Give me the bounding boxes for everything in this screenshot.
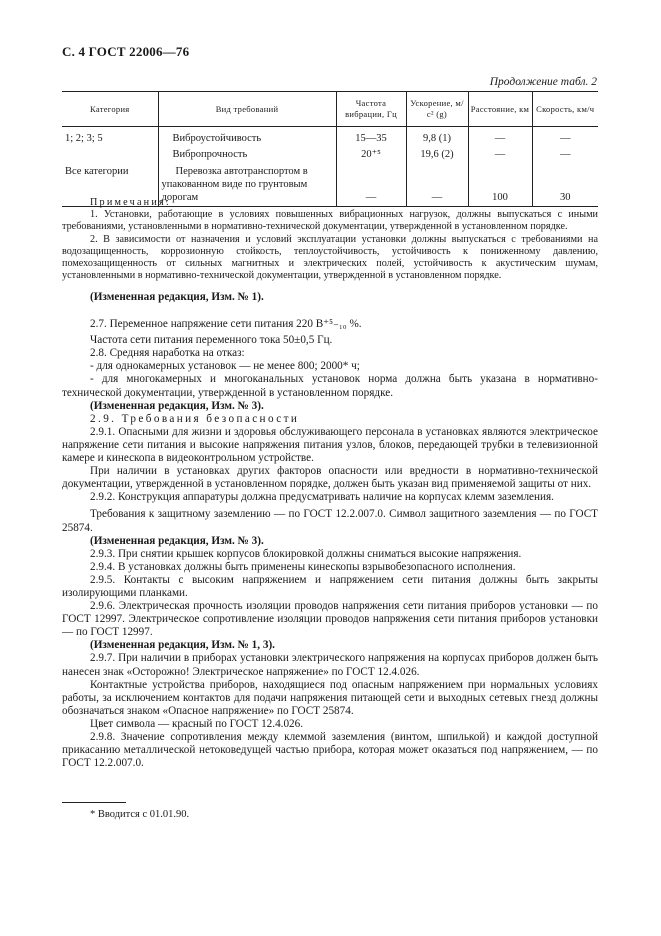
note-item: 2. В зависимости от назначения и условий эксплуатации установки должны выпускаться с требованиями на водозащищенность, коррозионную стойкость, теплоустойчивость, устойчивость к пониженному давлению, помехозащищенность от сильных магнитных и электрических полей, устойчивость к акустическим шумам, установленными в нормативно-технической документации, утвержденной в установленном порядке. <box>62 233 598 282</box>
table-cell: 100 <box>468 162 532 207</box>
table-header-row <box>62 92 598 127</box>
note-item: 1. Установки, работающие в условиях повышенных вибрационных нагрузок, должны выпускаться с иными требованиями, установленными в нормативно-технической документации, утвержденной в установленном порядке. <box>62 209 598 233</box>
table-cell: 15—35 <box>336 127 406 146</box>
table-cell: 20⁺⁵ <box>336 145 406 162</box>
table-cell <box>62 145 158 162</box>
table-cell: — <box>406 162 468 207</box>
paragraph: 2.8. Средняя наработка на отказ: <box>90 347 245 360</box>
paragraph: 2.9.7. При наличии в приборах установки электрического напряжения на корпусах приборов должен быть нанесен знак «Осторожно! Электрическое напряжение» по ГОСТ 12.4.026. <box>62 652 598 678</box>
table-row <box>62 145 598 162</box>
amendment-note: (Измененная редакция, Изм. № 3). <box>90 534 264 547</box>
requirements-table <box>62 91 598 207</box>
table-cell: 9,8 (1) <box>406 127 468 146</box>
paragraph: 2.9.5. Контакты с высоким напряжением и напряжением сети питания должны быть закрыты изолирующими планками. <box>62 573 598 599</box>
paragraph: 2.9.6. Электрическая прочность изоляции проводов напряжения сети питания приборов установки — по ГОСТ 12997. Электрическое сопротивление изоляции проводов напряжения сети питания приборов установки — по ГОСТ 12997. <box>62 600 598 639</box>
table-row <box>62 127 598 146</box>
amendment-note: (Измененная редакция, Изм. № 1, 3). <box>90 639 275 652</box>
paragraph: 2.9.4. В установках должны быть применены кинескопы взрывобезопасного исполнения. <box>90 560 516 573</box>
paragraph: Частота сети питания переменного тока 50±0,5 Гц. <box>90 334 333 347</box>
paragraph: Цвет символа — красный по ГОСТ 12.4.026. <box>90 717 304 730</box>
footnote: * Вводится с 01.01.90. <box>90 809 190 820</box>
notes-heading: Примечания: <box>90 197 171 208</box>
table-continuation-label: Продолжение табл. 2 <box>489 76 597 88</box>
table-cell: 30 <box>532 162 598 207</box>
paragraph: 2.9.3. При снятии крышек корпусов блокировкой должны сниматься высокие напряжения. <box>90 547 522 560</box>
column-header: Расстояние, км <box>468 92 532 127</box>
table-notes <box>62 197 598 282</box>
footnote-divider <box>62 802 126 803</box>
amendment-note: (Измененная редакция, Изм. № 1). <box>90 291 264 303</box>
paragraph: Требования к защитному заземлению — по ГОСТ 12.2.007.0. Символ защитного заземления — по ГОСТ 25874. <box>62 508 598 534</box>
page-header: С. 4 ГОСТ 22006—76 <box>62 44 190 59</box>
paragraph: Контактные устройства приборов, находящиеся под опасным напряжением при нормальных условиях работы, за исключением контактов для подачи напряжения питающей сети и выходных сетевых гнезд должны обозначаться знаком «Опасное напряжение» по ГОСТ 25874. <box>62 678 598 717</box>
column-header: Категория <box>62 92 158 127</box>
paragraph: - для многокамерных и многоканальных установок норма должна быть указана в нормативно-технической документации, утвержденной в установленном порядке. <box>62 373 598 399</box>
paragraph: При наличии в установках других факторов опасности или вредности в нормативно-технической документации, утвержденной в установленном порядке, должен быть указан вид применяемой защиты от них. <box>62 465 598 491</box>
table-cell: — <box>532 127 598 146</box>
document-body <box>62 291 598 770</box>
table-cell: — <box>532 145 598 162</box>
table-cell: Все категории <box>62 162 158 207</box>
table-cell: 1; 2; 3; 5 <box>65 133 103 144</box>
table-cell: — <box>468 145 532 162</box>
column-header: Частота вибрации, Гц <box>336 92 406 127</box>
paragraph: 2.7. Переменное напряжение сети питания 220 В⁺⁵₋₁₀ %. <box>90 318 362 331</box>
paragraph: 2.9.8. Значение сопротивления между клеммой заземления (винтом, шпилькой) и каждой доступной прикасанию металлической нетоковедущей частью прибора, которая может оказаться под напряжением, — по ГОСТ 12.2.007.0. <box>62 731 598 770</box>
table-cell: — <box>468 127 532 146</box>
section-heading: 2.9. Требования безопасности <box>90 412 300 425</box>
table-cell: 19,6 (2) <box>406 145 468 162</box>
paragraph: - для однокамерных установок — не менее 800; 2000* ч; <box>90 360 360 373</box>
column-header: Скорость, км/ч <box>532 92 598 127</box>
column-header: Вид требований <box>158 92 336 127</box>
paragraph: 2.9.1. Опасными для жизни и здоровья обслуживающего персонала в установках являются электрическое напряжение сети питания и высокие напряжения питания узлов, блоков, передающей трубки в телевизионной камере и кинескопа в видеоконтрольном устройстве. <box>62 425 598 465</box>
table-cell: Вибропрочность <box>158 145 336 162</box>
table-cell: — <box>336 162 406 207</box>
amendment-note: (Измененная редакция, Изм. № 3). <box>90 399 264 412</box>
column-header: Ускорение, м/с² (g) <box>406 92 468 127</box>
table-cell: Виброустойчивость <box>158 127 336 146</box>
table-cell: Перевозка автотранспортом в упакованном виде по грунтовым дорогам <box>158 162 336 207</box>
paragraph: 2.9.2. Конструкция аппаратуры должна предусматривать наличие на корпусах клемм заземления. <box>90 491 554 504</box>
